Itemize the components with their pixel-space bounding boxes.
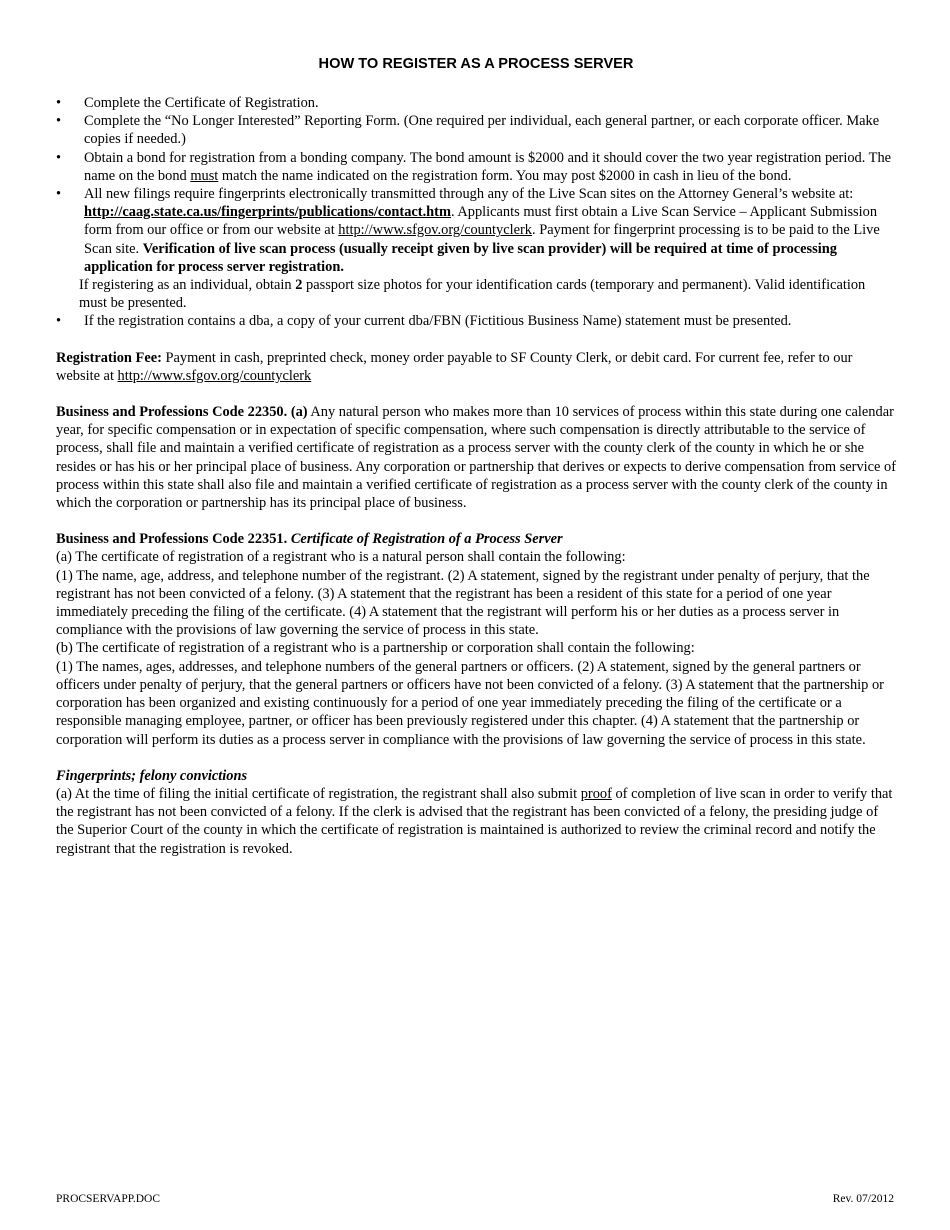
step-text: If the registration contains a dba, a copy of your current dba/FBN (Fictitious Business Name) statement must be presented. [84, 313, 792, 330]
fingerprints-text [56, 785, 896, 858]
bullet-icon: • [56, 149, 62, 166]
step-text: Obtain a bond for registration from a bonding company. The bond amount is $2000 and it should cover the two year registration period. The name on the bond [84, 149, 892, 184]
photos-text-cont: passport size photos for your identification cards (temporary and permanent). Valid identification must be presented. [79, 277, 866, 312]
fee-text: Payment in cash, preprinted check, money order payable to SF County Clerk, or debit card. For current fee, refer to our website at [56, 349, 853, 384]
fingerprints-heading-text: Fingerprints; felony convictions [56, 767, 248, 784]
photos-instruction [56, 276, 896, 312]
verification-notice: Verification of live scan process (usually receipt given by live scan provider) will be required at time of processing application for process server registration. [84, 240, 837, 275]
bullet-icon: • [56, 186, 62, 203]
code-22350 [56, 403, 896, 512]
code-22351-heading: Business and Professions Code 22351. [56, 531, 288, 548]
fee-link[interactable]: http://www.sfgov.org/countyclerk [117, 367, 312, 384]
proof-emphasis: proof [580, 785, 612, 802]
bullet-icon: • [56, 113, 62, 130]
code-22351-a-items: (1) The name, age, address, and telephone number of the registrant. (2) A statement, signed by the registrant under penalty of perjury, that the registrant has not been convicted of a felony. (3) A statement that the registrant has been a resident of this state for a period of one year immediately preceding the filing of the certificate. (4) A statement that the registrant will perform his or her duties as a process server in compliance with the provisions of law governing the service of process in this state. [56, 567, 870, 639]
step-text-cont: match the name indicated on the registration form. You may post $2000 in cash in lieu of the bond. [218, 167, 792, 184]
registration-steps-cont [56, 312, 896, 330]
fee-label: Registration Fee: [56, 349, 162, 366]
photos-text: If registering as an individual, obtain [79, 277, 296, 294]
step-text: Complete the Certificate of Registration. [84, 95, 319, 111]
fingerprints-heading [56, 767, 896, 785]
county-clerk-link[interactable]: http://www.sfgov.org/countyclerk [338, 222, 533, 239]
bullet-icon: • [56, 313, 62, 330]
step-fingerprints [56, 185, 896, 276]
code-22351-a-intro: (a) The certificate of registration of a registrant who is a natural person shall contain the following: [56, 549, 626, 566]
registration-fee [56, 349, 896, 385]
code-22351-b-intro: (b) The certificate of registration of a registrant who is a partnership or corporation shall contain the following: [56, 640, 695, 657]
step-certificate [56, 94, 896, 112]
step-text-cont2: . Payment for fingerprint processing is to be paid to the Live Scan site. [84, 222, 880, 257]
step-no-longer-interested [56, 112, 896, 148]
photos-count: 2 [295, 277, 303, 294]
code-22351 [56, 530, 896, 548]
footer-revision: Rev. 07/2012 [832, 1193, 894, 1205]
step-text: All new filings require fingerprints electronically transmitted through any of the Live Scan sites on the Attorney General’s website at: [84, 186, 854, 203]
fingerprints-b: of completion of live scan in order to verify that the registrant has not been convicted of a felony. If the clerk is advised that the registrant has been convicted of a felony, the presiding judge of the Superior Court of the county in which the certificate of registration is maintained is authorized to review the criminal record and notify the registrant that the registration is revoked. [56, 785, 893, 857]
step-text: Complete the “No Longer Interested” Reporting Form. (One required per individual, each general partner, or each corporate officer. Make copies if needed.) [84, 113, 880, 148]
registration-steps [56, 94, 896, 276]
code-22351-subheading: Certificate of Registration of a Process Server [287, 531, 563, 548]
live-scan-sites-link[interactable]: http://caag.state.ca.us/fingerprints/publications/contact.htm [84, 204, 451, 221]
fingerprints-a: (a) At the time of filing the initial certificate of registration, the registrant shall also submit [56, 785, 581, 802]
step-dba [56, 312, 896, 330]
footer-doc-id: PROCSERVAPP.DOC [56, 1193, 161, 1205]
code-22350-text: Any natural person who makes more than 10 services of process within this state during one calendar year, for specific compensation or in expectation of specific compensation, where such compensation is directly attributable to the service of process, shall file and maintain a verified certificate of registration as a process server with the county clerk of the county in which he or she resides or has his or her principal place of business. Any corporation or partnership that derives or expects to derive compensation from service of process within this state shall also file and maintain a verified certificate of registration as a process server with the county clerk of the county in which the corporation or partnership has its principal place of business. [56, 404, 896, 512]
must-emphasis: must [190, 167, 219, 184]
bullet-icon: • [56, 95, 62, 111]
step-bond [56, 149, 896, 185]
step-text-cont: . Applicants must first obtain a Live Scan Service – Applicant Submission form from our office or from our website at [84, 204, 878, 239]
document-page [56, 54, 896, 858]
code-22351-b-items: (1) The names, ages, addresses, and telephone numbers of the general partners or officers. (2) A statement, signed by the general partners or officers under penalty of perjury, that the general partners or officers have not been convicted of a felony. (3) A statement that the partnership or corporation has been organized and existing continuously for a period of one year immediately preceding the filing of the certificate or a responsible managing employee, partner, or officer has been previously registered under this chapter. (4) A statement that the partnership or corporation will perform its duties as a process server in compliance with the provisions of law governing the service of process in this state. [56, 658, 884, 748]
page-title: HOW TO REGISTER AS A PROCESS SERVER [318, 56, 634, 72]
code-22350-heading: Business and Professions Code 22350. (a) [56, 404, 308, 421]
